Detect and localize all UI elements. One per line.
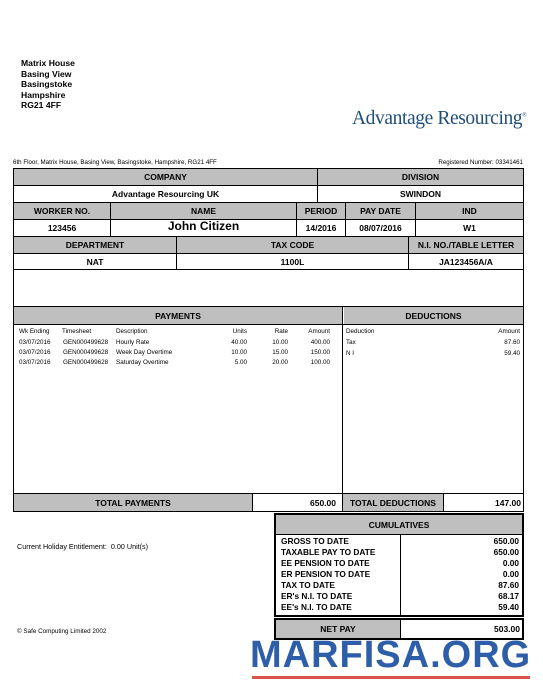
row-description: Week Day Overtime bbox=[116, 349, 173, 356]
row-timesheet: GEN000499628 bbox=[63, 359, 109, 366]
ind-value: W1 bbox=[463, 223, 476, 233]
holiday-label: Current Holiday Entitlement: bbox=[17, 542, 107, 551]
cumulative-label: EE PENSION TO DATE bbox=[281, 558, 370, 568]
worker-no-header: WORKER NO. bbox=[14, 203, 110, 219]
row-wk-ending: 03/07/2016 bbox=[19, 349, 51, 356]
payments-header: PAYMENTS bbox=[14, 307, 342, 324]
company-value: Advantage Resourcing UK bbox=[111, 189, 220, 199]
deduction-name: Tax bbox=[346, 339, 356, 346]
row-wk-ending: 03/07/2016 bbox=[19, 359, 51, 366]
registered-number: Registered Number: 03341461 bbox=[438, 159, 523, 166]
department-value: NAT bbox=[86, 256, 104, 267]
col-timesheet: Timesheet bbox=[62, 328, 92, 335]
cumulatives-header: CUMULATIVES bbox=[276, 515, 522, 534]
tax-code-header: TAX CODE bbox=[177, 237, 408, 253]
row-rate: 20.00 bbox=[272, 359, 288, 366]
cumulative-label: ER PENSION TO DATE bbox=[281, 569, 371, 579]
logo-text: Advantage Resourcing bbox=[352, 108, 523, 129]
company-logo bbox=[352, 108, 526, 130]
deduction-amount: 59.40 bbox=[504, 350, 520, 357]
row-amount: 100.00 bbox=[310, 359, 330, 366]
row-description: Hourly Rate bbox=[116, 339, 150, 346]
deduction-name: N I bbox=[346, 350, 355, 357]
row-timesheet: GEN000499628 bbox=[63, 349, 109, 356]
name-value: John Citizen bbox=[167, 219, 240, 233]
net-pay-label: NET PAY bbox=[276, 620, 400, 638]
deduction-amount: 87.60 bbox=[504, 339, 520, 346]
total-payments-label: TOTAL PAYMENTS bbox=[14, 494, 252, 511]
row-rate: 10.00 bbox=[272, 339, 288, 346]
row-units: 10.00 bbox=[231, 349, 247, 356]
cumulative-label: GROSS TO DATE bbox=[281, 536, 349, 546]
cumulative-value: 0.00 bbox=[502, 558, 519, 568]
holiday-value: 0.00 Unit(s) bbox=[110, 542, 149, 551]
row-units: 40.00 bbox=[231, 339, 247, 346]
col-deduction: Deduction bbox=[346, 328, 375, 335]
office-address: 6th Floor, Matrix House, Basing View, Basingstoke, Hampshire, RG21 4FF bbox=[13, 159, 217, 166]
cumulative-value: 0.00 bbox=[502, 569, 519, 579]
division-value: SWINDON bbox=[399, 189, 442, 199]
cumulative-value: 87.60 bbox=[498, 580, 519, 590]
col-amount: Amount bbox=[308, 328, 330, 335]
row-amount: 150.00 bbox=[310, 349, 330, 356]
cumulative-value: 650.00 bbox=[493, 547, 519, 557]
cumulative-label: ER's N.I. TO DATE bbox=[281, 591, 353, 601]
row-timesheet: GEN000499628 bbox=[63, 339, 109, 346]
watermark: MARFISA.ORG bbox=[250, 634, 532, 676]
row-amount: 400.00 bbox=[310, 339, 330, 346]
total-payments-value: 650.00 bbox=[310, 497, 336, 508]
total-deductions-value: 147.00 bbox=[495, 497, 521, 508]
notes-area bbox=[13, 269, 524, 307]
col-wk-ending: Wk Ending bbox=[19, 328, 50, 335]
address-line: Basingstoke bbox=[21, 79, 73, 90]
row-wk-ending: 03/07/2016 bbox=[19, 339, 51, 346]
cumulative-label: TAX TO DATE bbox=[281, 580, 335, 590]
cumulative-value: 68.17 bbox=[498, 591, 519, 601]
ni-no-header: N.I. NO./TABLE LETTER bbox=[409, 237, 523, 253]
address-line: RG21 4FF bbox=[21, 100, 62, 111]
worker-no-value: 123456 bbox=[47, 223, 77, 233]
col-units: Units bbox=[232, 328, 247, 335]
pay-date-header: PAY DATE bbox=[346, 203, 415, 219]
pay-date-value: 08/07/2016 bbox=[359, 223, 402, 233]
employer-address bbox=[21, 58, 75, 111]
address-line: Hampshire bbox=[21, 89, 66, 100]
ind-header: IND bbox=[416, 203, 523, 219]
copyright: © Safe Computing Limited 2002 bbox=[17, 628, 107, 635]
registered-mark: ® bbox=[522, 112, 527, 119]
row-units: 5.00 bbox=[234, 359, 247, 366]
net-pay-value: 503.00 bbox=[494, 624, 520, 634]
ni-no-value: JA123456A/A bbox=[439, 256, 493, 267]
address-line: Basing View bbox=[21, 68, 72, 79]
period-value: 14/2016 bbox=[305, 223, 337, 233]
cumulative-label: TAXABLE PAY TO DATE bbox=[281, 547, 376, 557]
company-header: COMPANY bbox=[14, 169, 317, 185]
department-header: DEPARTMENT bbox=[14, 237, 176, 253]
col-deduction-amount: Amount bbox=[498, 328, 520, 335]
payments-deductions-table bbox=[13, 306, 524, 512]
col-description: Description bbox=[116, 328, 148, 335]
cumulative-value: 59.40 bbox=[498, 602, 519, 612]
col-rate: Rate bbox=[274, 328, 288, 335]
holiday-entitlement bbox=[17, 542, 148, 551]
tax-code-value: 1100L bbox=[280, 256, 305, 267]
watermark-underline bbox=[252, 676, 530, 679]
total-deductions-label: TOTAL DEDUCTIONS bbox=[343, 494, 443, 511]
division-header: DIVISION bbox=[318, 169, 523, 185]
deductions-header: DEDUCTIONS bbox=[344, 307, 523, 324]
row-description: Saturday Overtime bbox=[116, 359, 169, 366]
cumulative-label: EE's N.I. TO DATE bbox=[281, 602, 352, 612]
address-line: Matrix House bbox=[21, 58, 75, 68]
period-header: PERIOD bbox=[297, 203, 345, 219]
row-rate: 15.00 bbox=[272, 349, 288, 356]
cumulative-value: 650.00 bbox=[493, 536, 519, 546]
name-header: NAME bbox=[111, 203, 296, 219]
